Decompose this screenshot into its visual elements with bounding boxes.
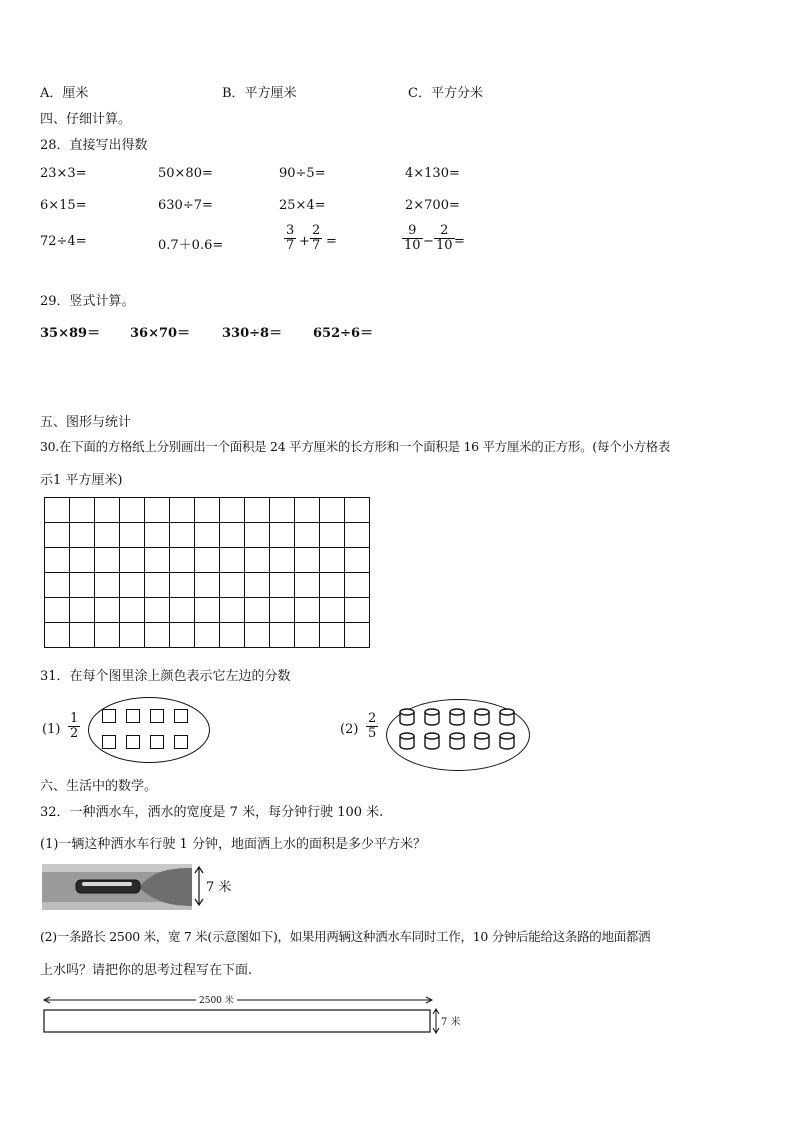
fraction-2-10: [434, 224, 455, 253]
plus-sign: +: [299, 234, 310, 249]
q28-r1-c3: 90÷5=: [279, 166, 326, 181]
q32-sub1: (1)一辆这种洒水车行驶 1 分钟，地面洒上水的面积是多少平方米？: [40, 837, 426, 852]
grid-row: [45, 523, 370, 548]
cylinder-group[interactable]: [396, 708, 524, 752]
equals-sign: =: [454, 234, 465, 249]
q29-item-1: 35×89＝: [40, 326, 101, 341]
cylinder-icon: [500, 733, 514, 749]
q28-r3-c1: 72÷4=: [40, 234, 87, 249]
fraction-2-7: [310, 224, 322, 253]
truck-icon: [76, 880, 140, 893]
q29-title: 29．竖式计算。: [40, 294, 135, 309]
sprinkler-truck-figure: [42, 864, 192, 910]
q29-item-2: 36×70＝: [130, 326, 191, 341]
fraction-1-2: [68, 712, 80, 741]
road-diagram: [42, 992, 434, 1040]
road-width-label: 7 米: [441, 1017, 461, 1028]
small-square[interactable]: [102, 735, 116, 749]
q32-sub2-line-2: 上水吗？请把你的思考过程写在下面.: [40, 963, 253, 978]
fraction-numerator: 9: [408, 223, 417, 238]
truck-width-label: 7 米: [206, 880, 232, 895]
small-square[interactable]: [174, 735, 188, 749]
road-width-arrow: [431, 1008, 441, 1034]
q28-r3-c2: 0.7＋0.6=: [158, 238, 224, 253]
section-5-title: 五、图形与统计: [40, 415, 132, 430]
q28-r2-c1: 6×15=: [40, 198, 87, 213]
small-square[interactable]: [150, 735, 164, 749]
fraction-denominator: 2: [70, 726, 79, 741]
fraction-denominator: 7: [286, 238, 295, 253]
q32-sub2-line-1: (2)一条路长 2500 米，宽 7 米(示意图如下)，如果用两辆这种洒水车同时工作，10 分钟后能给这条路的地面都洒: [40, 929, 651, 944]
grid-row: [45, 573, 370, 598]
cylinder-icon: [425, 733, 439, 749]
small-square[interactable]: [126, 709, 140, 723]
option-b: B．平方厘米: [222, 86, 297, 101]
fraction-numerator: 2: [440, 223, 449, 238]
q28-r1-c4: 4×130=: [405, 166, 460, 181]
fraction-denominator: 10: [436, 238, 453, 253]
q31-part1-label: (1): [42, 722, 61, 737]
q28-r2-c3: 25×4=: [279, 198, 326, 213]
q29-item-4: 652÷6＝: [313, 326, 374, 341]
cylinder-icon: [425, 709, 439, 725]
section-6-title: 六、生活中的数学。: [40, 779, 158, 794]
small-square[interactable]: [126, 735, 140, 749]
q31-part2-label: (2): [340, 722, 359, 737]
cylinder-icon: [475, 709, 489, 725]
q28-r2-c4: 2×700=: [405, 198, 460, 213]
grid-row: [45, 548, 370, 573]
width-dimension-arrow: [193, 866, 205, 906]
fraction-2-5: [366, 712, 378, 741]
fraction-numerator: 2: [368, 711, 377, 726]
cylinder-icon: [400, 733, 414, 749]
fraction-numerator: 2: [312, 223, 321, 238]
q30-line-2: 示1 平方厘米): [40, 473, 123, 488]
fraction-denominator: 10: [404, 238, 421, 253]
cylinder-icon: [450, 733, 464, 749]
small-square[interactable]: [150, 709, 164, 723]
oval-squares: [88, 697, 210, 763]
grid-row: [45, 623, 370, 648]
option-a: A．厘米: [40, 86, 89, 101]
fraction-denominator: 5: [368, 726, 377, 741]
square-grid[interactable]: [44, 497, 370, 648]
q31-title: 31．在每个图里涂上颜色表示它左边的分数: [40, 669, 291, 684]
cylinder-icon: [450, 709, 464, 725]
grid-row: [45, 598, 370, 623]
q28-r1-c2: 50×80=: [158, 166, 213, 181]
cylinder-icon: [400, 709, 414, 725]
equals-sign: =: [326, 234, 337, 249]
fraction-numerator: 3: [286, 223, 295, 238]
cylinder-icon: [475, 733, 489, 749]
section-4-title: 四、仔细计算。: [40, 112, 132, 127]
grid-row: [45, 498, 370, 523]
q28-title: 28．直接写出得数: [40, 138, 148, 153]
q32-title: 32．一种洒水车，洒水的宽度是 7 米，每分钟行驶 100 米.: [40, 805, 384, 820]
fraction-denominator: 7: [312, 238, 321, 253]
minus-sign: −: [423, 234, 434, 249]
q28-r2-c2: 630÷7=: [158, 198, 213, 213]
fraction-3-7: [284, 224, 296, 253]
small-square[interactable]: [102, 709, 116, 723]
road-length-label: 2500 米: [196, 993, 237, 1006]
cylinder-icon: [500, 709, 514, 725]
q28-r1-c1: 23×3=: [40, 166, 87, 181]
q29-item-3: 330÷8＝: [222, 326, 283, 341]
q30-line-1: 30.在下面的方格纸上分别画出一个面积是 24 平方厘米的长方形和一个面积是 16 平方厘米的正方形。(每个小方格表: [40, 439, 671, 454]
fraction-9-10: [402, 224, 423, 253]
option-c: C．平方分米: [408, 86, 483, 101]
small-square[interactable]: [174, 709, 188, 723]
fraction-numerator: 1: [70, 711, 79, 726]
